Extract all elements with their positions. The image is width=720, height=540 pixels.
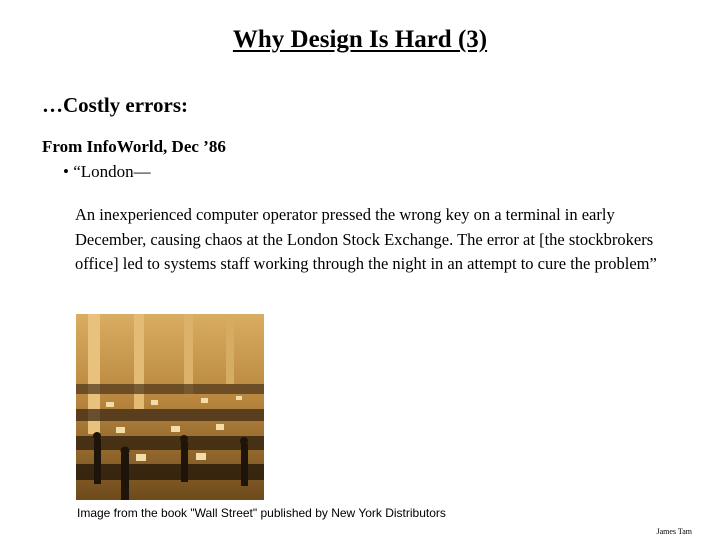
bullet-text: “London—	[73, 162, 151, 181]
trading-floor-photo-drawing	[76, 314, 264, 500]
author-credit: James Tam	[656, 527, 692, 536]
source-line: From InfoWorld, Dec ’86	[42, 137, 226, 156]
bullet-item	[63, 162, 151, 182]
quote-paragraph: An inexperienced computer operator pressed the wrong key on a terminal in early December, causing chaos at the London Stock Exchange. The error at [the stockbrokers office] led to systems staff working through the night in an attempt to cure the problem”	[75, 205, 657, 273]
trading-floor-photo	[76, 314, 264, 500]
slide-title: Why Design Is Hard (3)	[232, 26, 488, 53]
image-caption: Image from the book "Wall Street" published by New York Distributors	[77, 506, 446, 520]
bullet-marker: •	[63, 162, 69, 181]
slide-subtitle: …Costly errors:	[42, 93, 188, 117]
